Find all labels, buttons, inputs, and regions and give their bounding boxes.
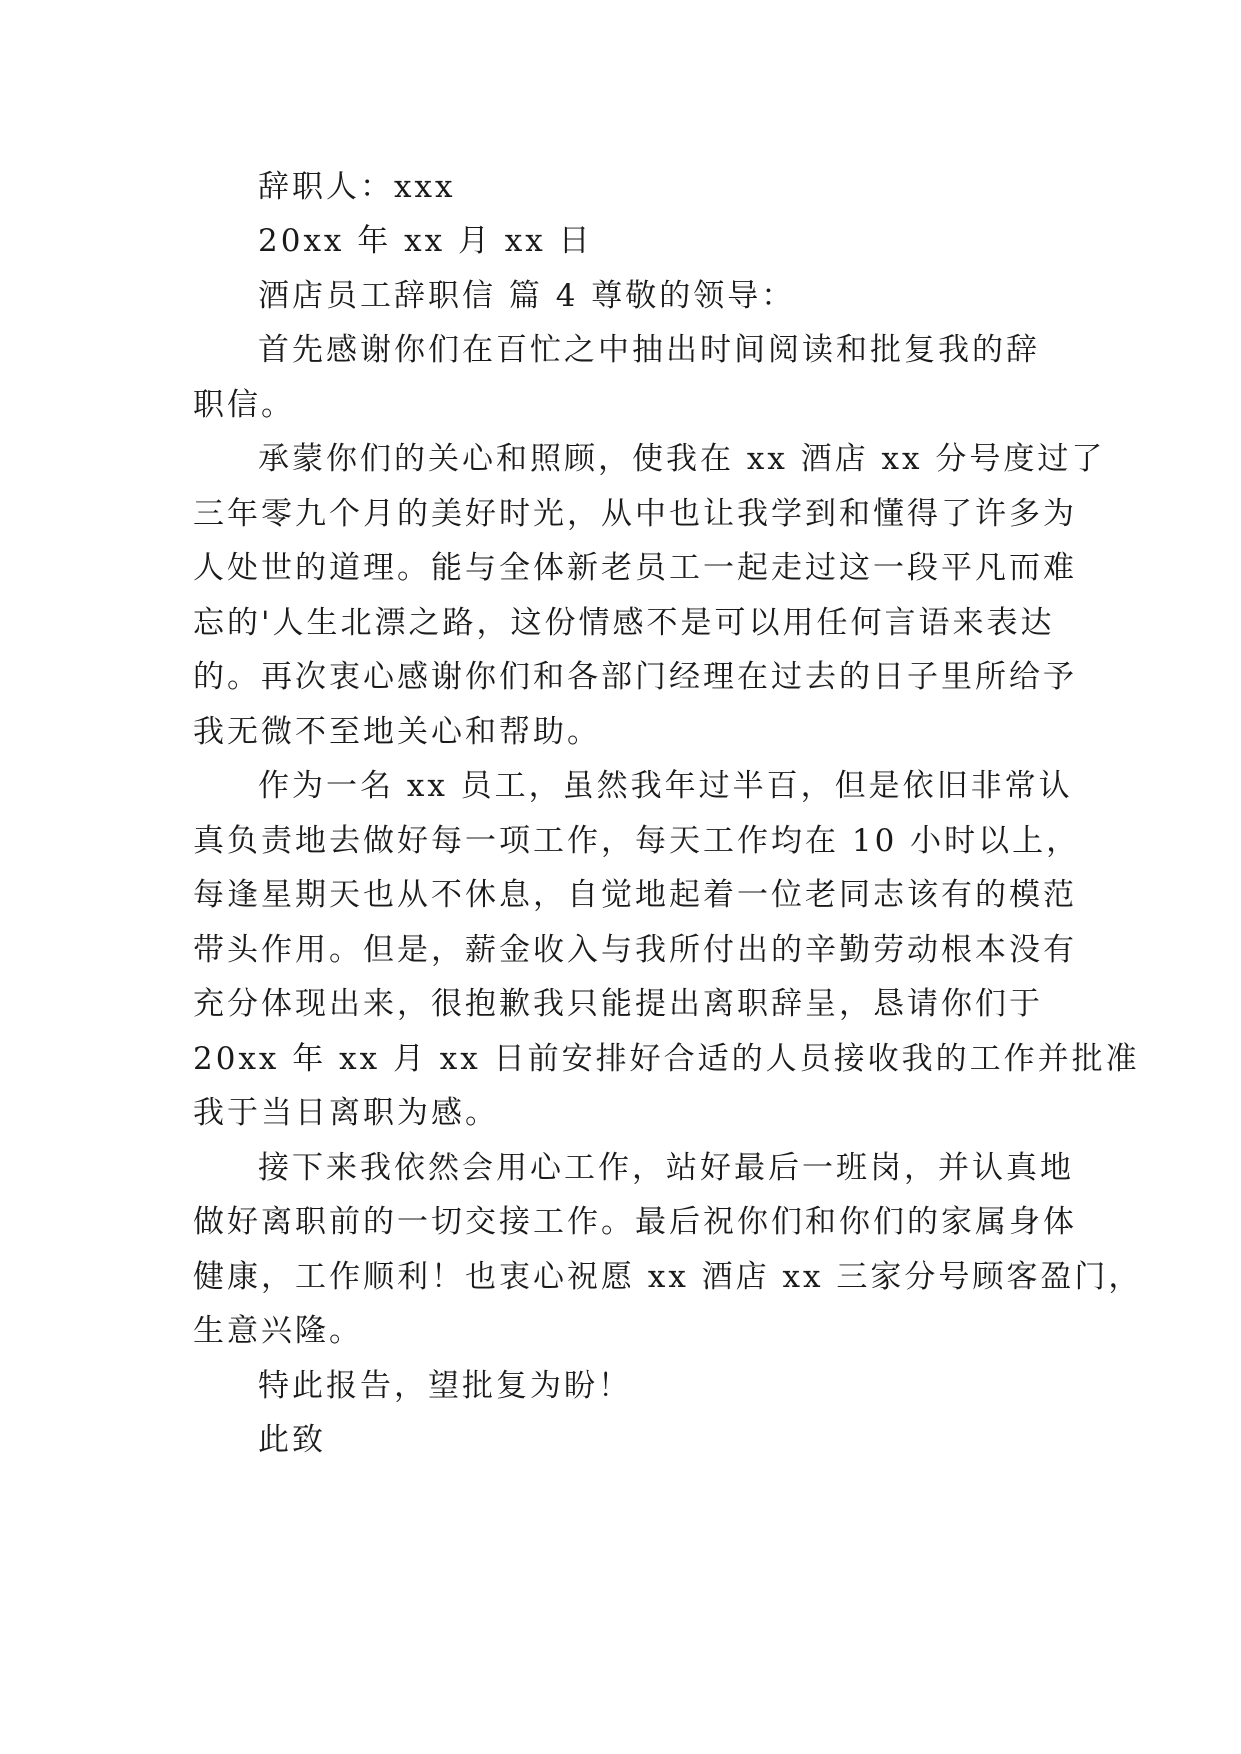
date-line: 20xx 年 xx 月 xx 日 <box>258 223 593 259</box>
paragraph-line: 职信。 <box>193 387 295 423</box>
paragraph-line: 首先感谢你们在百忙之中抽出时间阅读和批复我的辞 <box>258 332 1040 368</box>
paragraph-line: 真负责地去做好每一项工作，每天工作均在 10 小时以上， <box>193 823 1081 859</box>
letter-heading: 酒店员工辞职信 篇 4 尊敬的领导： <box>258 278 796 314</box>
paragraph-line: 健康，工作顺利！也衷心祝愿 xx 酒店 xx 三家分号顾客盈门， <box>193 1259 1143 1295</box>
resigner-line: 辞职人：xxx <box>258 169 456 205</box>
paragraph-line: 充分体现出来，很抱歉我只能提出离职辞呈，恳请你们于 <box>193 986 1043 1022</box>
paragraph-line: 三年零九个月的美好时光，从中也让我学到和懂得了许多为 <box>193 496 1077 532</box>
paragraph-line: 人处世的道理。能与全体新老员工一起走过这一段平凡而难 <box>193 550 1077 586</box>
paragraph-line: 接下来我依然会用心工作，站好最后一班岗，并认真地 <box>258 1150 1074 1186</box>
salutation-line: 此致 <box>258 1422 326 1458</box>
paragraph-line: 做好离职前的一切交接工作。最后祝你们和你们的家属身体 <box>193 1204 1077 1240</box>
paragraph-line: 我于当日离职为感。 <box>193 1095 499 1131</box>
closing-report-line: 特此报告，望批复为盼！ <box>258 1368 632 1404</box>
paragraph-line: 承蒙你们的关心和照顾，使我在 xx 酒店 xx 分号度过了 <box>258 441 1106 477</box>
paragraph-line: 作为一名 xx 员工，虽然我年过半百，但是依旧非常认 <box>258 768 1073 804</box>
paragraph-line: 忘的'人生北漂之路，这份情感不是可以用任何言语来表达 <box>193 605 1055 641</box>
paragraph-line: 20xx 年 xx 月 xx 日前安排好合适的人员接收我的工作并批准 <box>193 1041 1140 1077</box>
paragraph-line: 带头作用。但是，薪金收入与我所付出的辛勤劳动根本没有 <box>193 932 1077 968</box>
paragraph-line: 的。再次衷心感谢你们和各部门经理在过去的日子里所给予 <box>193 659 1077 695</box>
paragraph-line: 生意兴隆。 <box>193 1313 363 1349</box>
paragraph-line: 我无微不至地关心和帮助。 <box>193 714 601 750</box>
paragraph-line: 每逢星期天也从不休息，自觉地起着一位老同志该有的模范 <box>193 877 1077 913</box>
